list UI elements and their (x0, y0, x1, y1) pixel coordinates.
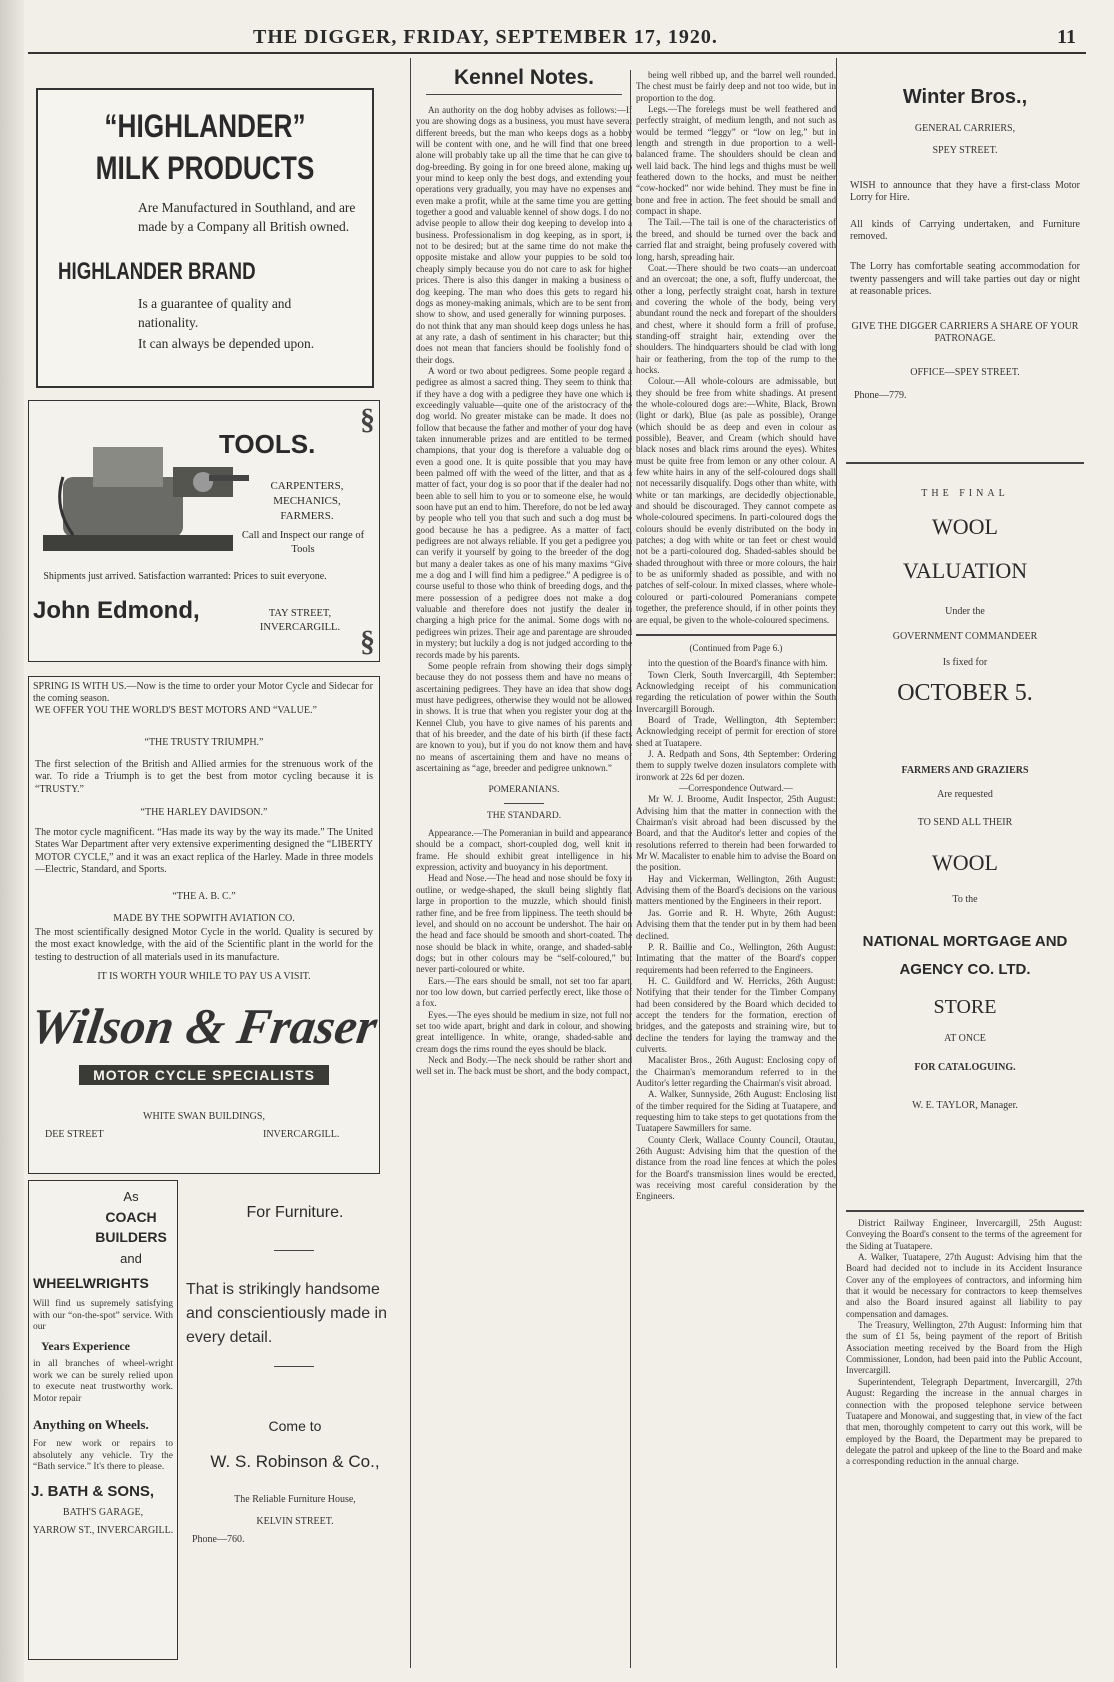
standard-paragraph: Appearance.—The Pomeranian in build and appearance should be a compact, short-coupled dog, well knit in frame. He should exhibit great intelligence in his expression, activity and buoyancy in his deportment. (416, 828, 632, 873)
bath-years: Years Experience (41, 1339, 130, 1353)
highlander-body: Are Manufactured in Southland, and are made by a Company all British owned. (138, 200, 356, 234)
harley-title: “THE HARLEY DAVIDSON.” (140, 807, 268, 818)
winter-name: Winter Bros., (902, 86, 1028, 108)
masthead (28, 14, 1086, 54)
tools-shipments: Shipments just arrived. Satisfaction warranted: Prices to suit everyone. (43, 571, 327, 582)
column-rule (410, 58, 411, 1668)
wool-date: OCTOBER 5. (897, 679, 1033, 706)
tools-audience: CARPENTERS, MECHANICS, FARMERS. (270, 480, 344, 522)
tools-ad (28, 400, 380, 662)
previous-page-edge (0, 0, 24, 1682)
tools-address: TAY STREET, INVERCARGILL. (259, 608, 341, 633)
wool-manager: W. E. TAYLOR, Manager. (912, 1100, 1018, 1112)
col4-paragraph: Colour.—All whole-colours are admissable, but they should be free from white shadings. At present the whole-coloured dogs are:—White, Black, Brown (light or dark), Blue (as pale as possible), Orange (which should be as deep and even in colour as possible), Beaver, and Cream (which should have black noses and black rims around the eyes). Whites must be quite free from lemon or any other colour. A few white hairs in any of the self-coloured dogs shall not necessarily disqualify. Dogs other than white, with white or tan markings, are decidedly objectionable, and should be discouraged. They cannot compete as whole-coloured specimens. In parti-coloured dogs the colours should be evenly distributed on the body in patches; a dog with white or tan feet or chest would not be a parti-coloured dog. Shaded-sables should be shaded throughout with three or more colours, the hair to be as uniformly shaded as possible, and with no patches of self-colour. In mixed classes, where whole-coloured or parti-coloured Pomeranians compete together, the preference should, if in other points they are equal, be given to the whole-coloured specimens. (636, 376, 836, 625)
pomeranian-continued-column (630, 70, 836, 1668)
divider (504, 803, 544, 804)
furniture-come: Come to (268, 1418, 322, 1434)
wool-the-final: THE FINAL (921, 488, 1009, 499)
visit-line: IT IS WORTH YOUR WHILE TO PAY US A VISIT. (97, 971, 311, 982)
continued-note: (Continued from Page 6.) (689, 642, 783, 653)
col4-paragraph: Coat.—There should be two coats—an undercoat and an overcoat; the one, a soft, fluffy undercoat, the other a long, perfectly straight coat, harsh in texture and covering the whole of the body, being very abundant round the neck and forepart of the shoulders and chest, where it should form a frill of profuse, standing-off straight hair, extending over the shoulders. The hindquarters should be clad with long hair or feathering, from the top of the rump to the hocks. (636, 262, 836, 375)
winter-wish: WISH to announce that they have a first-class Motor Lorry for Hire. (850, 179, 1080, 204)
motors-offer: WE OFFER YOU THE WORLD'S BEST MOTORS AND “VALUE.” (35, 705, 317, 716)
board-paragraph: P. R. Baillie and Co., Wellington, 26th August: Intimating that the matter of the Board's copper requirements had been referred to the Engineers. (636, 941, 836, 975)
col4-paragraph: being well ribbed up, and the barrel well rounded. The chest must be fairly deep and not too wide, but in proportion to the dog. (636, 70, 836, 103)
kennel-notes-column (416, 62, 632, 1670)
wool-store: STORE (933, 996, 997, 1019)
standard-article (416, 828, 632, 1078)
furniture-street: KELVIN STREET. (256, 1516, 334, 1527)
winter-street: SPEY STREET. (932, 145, 998, 157)
board-paragraph: Macalister Bros., 26th August: Enclosing copy of the Chairman's memorandum referred to in the Auditor's letter regarding the Chairman's visit abroad. (636, 1055, 836, 1088)
col5-paragraph: Superintendent, Telegraph Department, Invercargill, 27th August: Regarding the increase in the annual charges in connection with the proposed telephone service between Tuatapere and Monowai, and suggesting that, in view of the fact that men, thoroughly competent to carry out this work, will be employed by the Board, the Department may be prepared to delegate the patrol and upkeep of the line to the Board and make a corresponding reduction in the annual charge. (846, 1376, 1082, 1467)
bath-as: As (123, 1189, 139, 1204)
motors-building: WHITE SWAN BUILDINGS, (143, 1111, 265, 1122)
wool-fixed: Is fixed for (942, 657, 988, 669)
bath-text2: in all branches of wheel-wright work we can be surely relied upon to execute neat trustworthy work. Motor repair (33, 1359, 173, 1404)
abc-title: “THE A. B. C.” (172, 891, 236, 902)
col4-paragraph: The Tail.—The tail is one of the characteristics of the breed, and should be turned over the back and carried flat and straight, being profusely covered with long, harsh, spreading hair. (636, 217, 836, 262)
wool-word: WOOL (932, 514, 998, 540)
wool-cataloguing: FOR CATALOGUING. (914, 1061, 1016, 1073)
kennel-article (416, 105, 632, 774)
standard-heading: THE STANDARD. (486, 810, 562, 821)
highlander-title: “HIGHLANDER” (104, 108, 306, 144)
harley-body: The motor cycle magnificent. “Has made its way by the way its made.” The United States War Department after very extensive experimenting designed the “LIBERTY MOTOR CYCLE,” and it was an exact replica of the Harley. Made in three models—Electric, Standard, and Sports. (35, 827, 373, 876)
column-rule (836, 58, 837, 1668)
furniture-ad (180, 1180, 410, 1670)
furniture-body: That is strikingly handsome and conscientiously made in every detail. (186, 1281, 388, 1346)
wool-farmers: FARMERS AND GRAZIERS (901, 764, 1029, 776)
furniture-desc: The Reliable Furniture House, (234, 1494, 356, 1505)
board-paragraph: Mr W. J. Broome, Audit Inspector, 25th August: Advising him that the matter in connection with the Chairman's visit abroad had been discussed by the Board, and that the Auditor's letter and copies of the resolutions referred to therein had been forwarded to Mr W. Macalister to enable him to advise the Board on the position. (636, 794, 836, 873)
bath-anything: Anything on Wheels. (33, 1417, 149, 1432)
board-paragraph: Board of Trade, Wellington, 4th September: Acknowledging receipt of permit for erection of store shed at Tuatapere. (636, 714, 836, 748)
motors-city: INVERCARGILL. (263, 1129, 340, 1140)
divider (274, 1250, 314, 1251)
board-paragraph: Hay and Vickerman, Wellington, 26th August: Advising them of the Board's decisions on the various matters mentioned by the Engineers in their report. (636, 873, 836, 907)
page-header-title: THE DIGGER, FRIDAY, SEPTEMBER 17, 1920. (253, 26, 718, 48)
furniture-name: W. S. Robinson & Co., (210, 1452, 380, 1471)
wool-once: AT ONCE (944, 1033, 986, 1045)
wool-commandeer: GOVERNMENT COMMANDEER (892, 630, 1038, 642)
board-paragraph: A. Walker, Sunnyside, 26th August: Enclosing list of the timber required for the Siding at Tuatapere, and requesting him to take steps to get quotations from the Tuatapere Sawmillers for same. (636, 1089, 836, 1134)
bath-and: and (120, 1251, 142, 1266)
bath-builders: BUILDERS (95, 1229, 167, 1245)
furniture-phone: Phone—760. (192, 1534, 245, 1545)
furniture-heading: For Furniture. (246, 1204, 344, 1221)
section-divider (846, 1210, 1084, 1212)
board-paragraph: J. A. Redpath and Sons, 4th September: Ordering them to supply twelve dozen insulators complete with ironwork at 22s 6d per dozen. (636, 749, 836, 782)
col4-paragraph: Legs.—The forelegs must be well feathered and perfectly straight, of medium length, and not such as would be termed “leggy” or “low on leg,” but in length and strength in due proportion to a well-balanced frame. The shoulders should be clean and well laid back. The hind legs and thighs must be well feathered down to the hocks, and must be neither “cow-hocked” nor wide behind. They must be fine in bone and free in action. The feet should be small and compact in shape. (636, 104, 836, 217)
kennel-title: Kennel Notes. (426, 66, 622, 95)
bath-address: YARROW ST., INVERCARGILL. (32, 1525, 174, 1536)
abc-body: The most scientifically designed Motor Cycle in the world. Quality is secured by the most exact knowledge, with the aid of the Scientific plant in the world for the testing to destruction of all materials used in its manufacture. (35, 927, 373, 963)
highlander-guarantee: Is a guarantee of quality and nationality. (138, 296, 292, 330)
motors-street: DEE STREET (45, 1129, 104, 1140)
winter-carrying: All kinds of Carrying undertaken, and Furniture removed. (850, 218, 1080, 243)
standard-paragraph: Ears.—The ears should be small, not set too far apart, nor too low down, but carried perfectly erect, like those of a fox. (416, 975, 632, 1009)
board-paragraph: County Clerk, Wallace County Council, Otautau, 26th August: Advising him that the question of the distance from the road line fences at which the poles for the Board's transmission lines would be erected, was receiving most careful consideration by the Engineers. (636, 1134, 836, 1202)
bath-wheelwrights: WHEELWRIGHTS (33, 1275, 149, 1291)
logo-banner: MOTOR CYCLE SPECIALISTS (79, 1065, 329, 1085)
board-correspondence-continued (846, 1218, 1082, 1468)
kennel-paragraph: An authority on the dog hobby advises as follows:—If you are showing dogs as a business, you must have several different breeds, but the man who keeps dogs as a hobby will be content with one, and he will find that one breed alone will probably take up all the time that he can give to dog-breeding. By going in for one breed alone, making up your mind to keep only the best dogs, and extending your operations very gradually, you may have no expenses and even make a profit, while at the same time you are getting together a good and valuable kennel of show dogs. I do not advise people to allow their dog keeping to develop into a business. Professionalism in dog keeping, as in sport, is not to be desired; but at the same time do not make the opposite mistake and allow your puppies to be sold too cheaply simply because you do not care to ask for higher prices. There is also this danger in making a business of dog keeping. The man who does this gets to regard his dogs as money-making animals, which are to be sent from show to show, and used generally for winning purposes. I do not think that any man should keep dogs unless he has, at any rate, a dash of sentiment in his character; but this does not mean that fanciers should be foolishly fond of their dogs. (416, 105, 632, 365)
standard-paragraph: Neck and Body.—The neck should be rather short and well set in. The back must be short, and the body compact, (416, 1054, 632, 1077)
wool-send: TO SEND ALL THEIR (917, 817, 1013, 829)
divider (274, 1366, 314, 1367)
highlander-brand: HIGHLANDER BRAND (58, 258, 256, 285)
bath-sons-ad (28, 1180, 178, 1660)
bath-coach: COACH (105, 1209, 157, 1225)
col5-paragraph: The Treasury, Wellington, 27th August: Informing him that the sum of £1 5s, being payment of the report of British Association meeting received by the Board from the High Commissioner, London, had been paid into the Public Account, Invercargill. (846, 1320, 1082, 1376)
highlander-subtitle: MILK PRODUCTS (95, 150, 315, 186)
col5-paragraph: A. Walker, Tuatapere, 27th August: Advising him that the Board had decided not to include in its Accident Insurance Cover any of the employees of contractors, and informing him that it would be necessary for contractors to keep themselves and also the Board insured against all liability to pay compensation and damages. (846, 1252, 1082, 1319)
abc-maker: MADE BY THE SOPWITH AVIATION CO. (113, 913, 295, 924)
tools-call: Call and Inspect our range of Tools (241, 530, 365, 555)
tools-title: TOOLS. (219, 429, 316, 459)
wool-requested: Are requested (937, 789, 993, 801)
triumph-body: The first selection of the British and Allied armies for the strenuous work of the war. To ride a Triumph is to get the best from motor cycling because it is “TRUSTY.” (35, 759, 373, 795)
board-paragraph: into the question of the Board's finance with him. (648, 658, 828, 669)
winter-give: GIVE THE DIGGER CARRIERS A SHARE OF YOUR PATRONAGE. (851, 320, 1079, 345)
tools-dealer-name: John Edmond, (33, 597, 200, 624)
winter-carriers: GENERAL CARRIERS, (914, 123, 1016, 134)
board-subheading: —Correspondence Outward.— (679, 783, 793, 794)
highlander-ad (36, 88, 374, 388)
pomeranian-continued (636, 70, 836, 626)
standard-paragraph: Head and Nose.—The head and nose should be foxy in outline, or wedge-shaped, the skull being slightly flat, large in proportion to the muzzle, which should finish rather fine, and be free from lippiness. The teeth should be level, and should on no account be undershot. The hair on the head and face should be smooth and short-coated. The nose should be black in white, orange, and shaded-sable dogs; but in other colours may be “self-coloured,” but never parti-coloured or white. (416, 873, 632, 975)
wool-valuation: VALUATION (902, 558, 1028, 584)
board-paragraph: Jas. Gorrie and R. H. Whyte, 26th August: Advising them that the tender put in by them had been declined. (636, 907, 836, 941)
winter-office: OFFICE—SPEY STREET. (910, 367, 1020, 379)
pomeranians-heading: POMERANIANS. (488, 785, 560, 796)
winter-phone: Phone—779. (854, 389, 907, 401)
wool-valuation-ad (842, 470, 1088, 1230)
bath-text1: Will find us supremely satisfying with our “on-the-spot” service. With our (33, 1299, 173, 1332)
wool-word-2: WOOL (932, 849, 998, 875)
page-number: 11 (1057, 26, 1076, 48)
board-paragraph: Town Clerk, South Invercargill, 4th September: Acknowledging receipt of his communication regarding the reticulation of power within the South Invercargill Borough. (636, 669, 836, 714)
standard-paragraph: Eyes.—The eyes should be medium in size, not full nor set too wide apart, bright and dark in colour, and showing great intelligence. In white, orange, shaded-sable and cream dogs the rims round the eyes should be black. (416, 1009, 632, 1054)
winter-bros-ad (842, 72, 1088, 462)
motors-spring: SPRING IS WITH US.—Now is the time to order your Motor Cycle and Sidecar for the coming season. (33, 681, 373, 705)
col5-paragraph: District Railway Engineer, Invercargill, 25th August: Conveying the Board's consent to the terms of the agreement for the Siding at Tuatapere. (846, 1218, 1082, 1251)
board-paragraph: H. C. Guildford and W. Herricks, 26th August: Notifying that their tender for the Timber Company had been considered by the Board which decided to accept the tenders for the formation, erection of bridges, and the gateposts and straining wire, but to decline the tenders for laying the tramway and the culverts. (636, 975, 836, 1054)
board-correspondence (636, 658, 836, 1203)
triumph-title: “THE TRUSTY TRIUMPH.” (144, 737, 264, 748)
motorcycle-ad (28, 676, 380, 1174)
section-divider (846, 462, 1084, 464)
ornament-s-icon: § (360, 403, 375, 436)
highlander-depend: It can always be depended upon. (138, 336, 315, 351)
winter-lorry: The Lorry has comfortable seating accommodation for twenty passengers and will take parties out day or night at reasonable prices. (850, 261, 1080, 298)
ornament-s-icon: § (360, 625, 375, 658)
kennel-paragraph: Some people refrain from showing their dogs simply because they do not possess them and have no means of ascertaining pedigrees. They have an idea that show dogs must have pedigrees, otherwise they would not be allowed in shows. It is true that when you register your dog at the Kennel Club, you have to give names of his parents and that of his breeder, and the date of his birth (if these facts are known to you), but if you do not know them and have no means of ascertaining them and have no means of ascertaining as “age, breeder and pedigree unknown.” (416, 660, 632, 773)
wilson-fraser-logo: Wilson & Fraser (27, 998, 381, 1054)
wool-nma: NATIONAL MORTGAGE AND AGENCY CO. LTD. (862, 933, 1068, 979)
wool-to: To the (952, 893, 978, 905)
kennel-paragraph: A word or two about pedigrees. Some people regard a pedigree as almost a sacred thing. They seem to think that if they have a dog with a pedigree they have one which is exceedingly valuable—quite one of the aristocracy of the dog world. No greater mistake can be made. It does not follow that because the father and mother of your dog have taken innumerable prizes and are entitled to be termed champions, that your dog is therefore a valuable dog or even a good one. It is quite possible that you may have been palmed off with the weed of the litter, and that as a matter of fact, your dog is so poor that if the dealer had not been able to sell him to you or to someone else, he would soon have put an end to him. Therefore, do not be led away by people who tell you that such and such a dog must be good because he has a pedigree. As a matter of fact, pedigrees are not always reliable. If you get a pedigree you can verify it yourself by going to the breeder of the dog; but many a dealer takes as one of his many maxims “Give me a dog and I will find him a pedigree.” A pedigree is of course useful to those who think of breeding dogs, and the mere possession of a pedigree does not make a dog valuable and therefore does not justify the dealer in charging a high price for the animal. Some dogs with no pedigrees win prizes. Their age and parentage are shrouded in mystery; but luckily a dog is not judged according to the records made by his parents. (416, 365, 632, 660)
wool-under: Under the (945, 606, 985, 618)
bath-name: J. BATH & SONS, (31, 1483, 155, 1500)
bath-garage: BATH'S GARAGE, (62, 1507, 144, 1518)
bath-text3: For new work or repairs to absolutely any vehicle. Try the “Bath service.” It's there to please. (33, 1439, 173, 1472)
section-divider (636, 634, 836, 636)
